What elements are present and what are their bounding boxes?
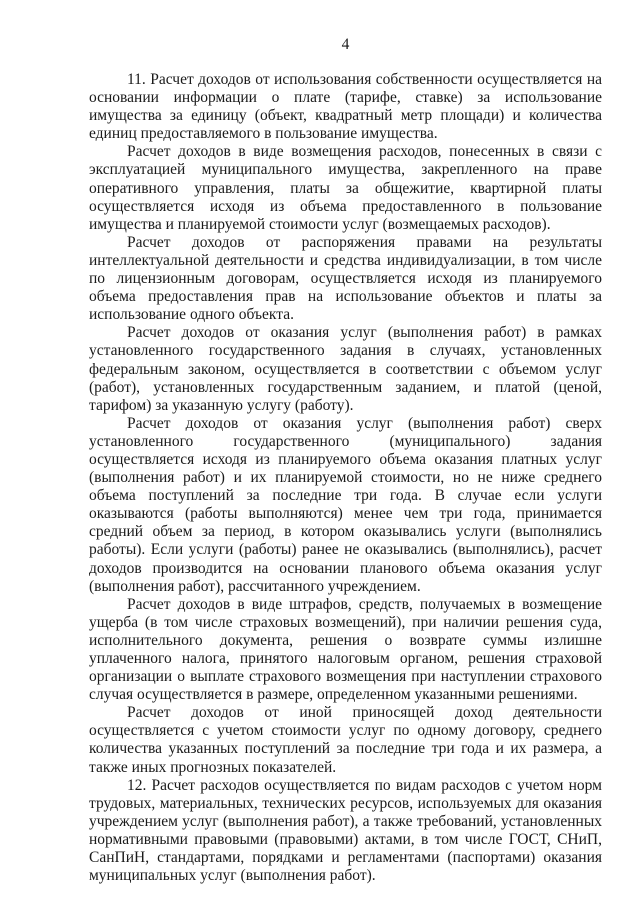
- paragraph-expense-reimbursement: Расчет доходов в виде возмещения расходов, понесенных в связи с эксплуатацией муниципального имущества, закрепленного на праве оперативного управления, платы за общежитие, квартирной платы осуществляется исходя из объема предоставленного в пользование имущества и планируемой стоимости услуг (возмещаемых расходов).: [89, 143, 602, 233]
- paragraph-property-income: 11. Расчет доходов от использования собственности осуществляется на основании информации о плате (тарифе, ставке) за использование имущества за единицу (объект, квадратный метр площади) и количества единиц предоставляемого в пользование имущества.: [89, 71, 602, 143]
- paragraph-other-income: Расчет доходов от иной приносящей доход деятельности осуществляется с учетом стоимости услуг по одному договору, среднего количества указанных поступлений за последние три года и их размера, а также иных прогнозных показателей.: [89, 704, 602, 776]
- paragraph-state-assignment-services: Расчет доходов от оказания услуг (выполнения работ) в рамках установленного государственного задания в случаях, установленных федеральным законом, осуществляется в соответствии с объемом услуг (работ), установленных государственным заданием, и платой (ценой, тарифом) за указанную услугу (работу).: [89, 324, 602, 414]
- page-number: 4: [341, 36, 350, 53]
- paragraph-expense-calculation: 12. Расчет расходов осуществляется по видам расходов с учетом норм трудовых, материальных, технических ресурсов, используемых для оказания учреждением услуг (выполнения работ), а также требований, установленных нормативными правовыми (правовыми) актами, в том числе ГОСТ, СНиП, СанПиН, стандартами, порядками и регламентами (паспортами) оказания муниципальных услуг (выполнения работ).: [89, 776, 602, 885]
- paragraph-services-above-assignment: Расчет доходов от оказания услуг (выполнения работ) сверх установленного государственного (муниципального) задания осуществляется исходя из планируемого объема оказания платных услуг (выполнения работ) и их планируемой стоимости, но не ниже среднего объема поступлений за последние три года. В случае если услуги оказываются (работы выполняются) менее чем три года, принимается средний объем за период, в котором оказывались услуги (выполнялись работы). Если услуги (работы) ранее не оказывались (выполнялись), расчет доходов производится на основании планового объема оказания услуг (выполнения работ), рассчитанного учреждением.: [89, 414, 602, 595]
- paragraph-intellectual-rights: Расчет доходов от распоряжения правами на результаты интеллектуальной деятельности и средства индивидуализации, в том числе по лицензионным договорам, осуществляется исходя из планируемого объема предоставления прав на использование объектов и платы за использование одного объекта.: [89, 233, 602, 324]
- paragraph-fines-compensation: Расчет доходов в виде штрафов, средств, получаемых в возмещение ущерба (в том числе страховых возмещений), при наличии решения суда, исполнительного документа, решения о возврате суммы излишне уплаченного налога, принятого налоговым органом, решения страховой организации о выплате страхового возмещения при наступлении страхового случая осуществляется в размере, определенном указанными решениями.: [89, 595, 602, 704]
